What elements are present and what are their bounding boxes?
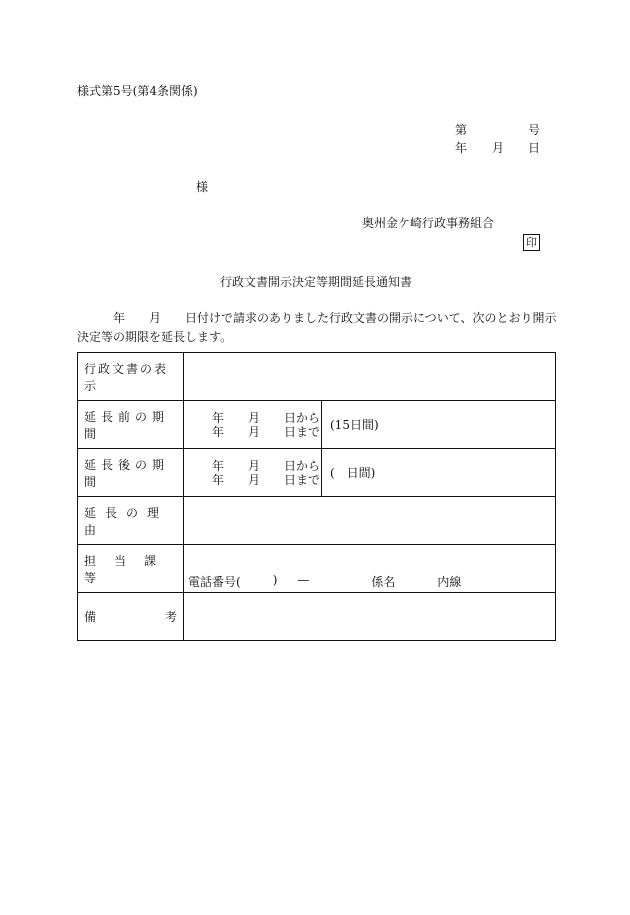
table-row	[78, 593, 556, 641]
body-text-line2: 決定等の期限を延長します。	[77, 330, 233, 344]
label-department: 担当課等	[78, 545, 184, 593]
doc-number-go: 号	[528, 123, 541, 137]
before-dates[interactable]: 年 月 日から 年 月 日まで	[184, 401, 322, 448]
label-before-period: 延長前の期間	[78, 401, 184, 449]
document-display-field[interactable]	[184, 353, 556, 401]
table-row	[78, 353, 556, 401]
table-row	[78, 545, 556, 593]
table-row	[78, 401, 556, 449]
phone-line: 電話番号( ) — 係名 内線	[188, 573, 462, 589]
after-days[interactable]: ( 日間)	[330, 466, 376, 480]
label-document-display: 行政文書の表示	[78, 353, 184, 401]
label-extension-reason: 延長の理由	[78, 497, 184, 545]
after-dates[interactable]: 年 月 日から 年 月 日まで	[184, 449, 322, 496]
date-month: 月	[492, 141, 505, 155]
extension-reason-field[interactable]	[184, 497, 556, 545]
body-paragraph	[77, 309, 557, 347]
label-after-period: 延長後の期間	[78, 449, 184, 497]
addressee-suffix: 様	[196, 180, 209, 194]
body-year: 年	[113, 311, 126, 325]
table-row	[78, 497, 556, 545]
body-month: 月	[149, 311, 162, 325]
issuer-name: 奥州金ケ崎行政事務組合	[362, 216, 495, 230]
remarks-field[interactable]	[184, 593, 556, 641]
date-year: 年	[455, 141, 468, 155]
after-period-field	[184, 449, 556, 497]
date-day: 日	[528, 141, 541, 155]
department-field[interactable]	[184, 545, 556, 593]
doc-number-dai: 第	[455, 123, 468, 137]
document-title: 行政文書開示決定等期間延長通知書	[220, 275, 413, 289]
before-days: (15日間)	[330, 418, 379, 432]
label-remarks: 備 考	[78, 593, 184, 641]
extension-table	[77, 352, 556, 641]
form-number: 様式第5号(第4条関係)	[77, 84, 198, 98]
before-period-field	[184, 401, 556, 449]
body-text-line1: 日付けで請求のありました行政文書の開示について、次のとおり開示	[185, 311, 557, 325]
seal-stamp: 印	[523, 234, 540, 251]
table-row	[78, 449, 556, 497]
